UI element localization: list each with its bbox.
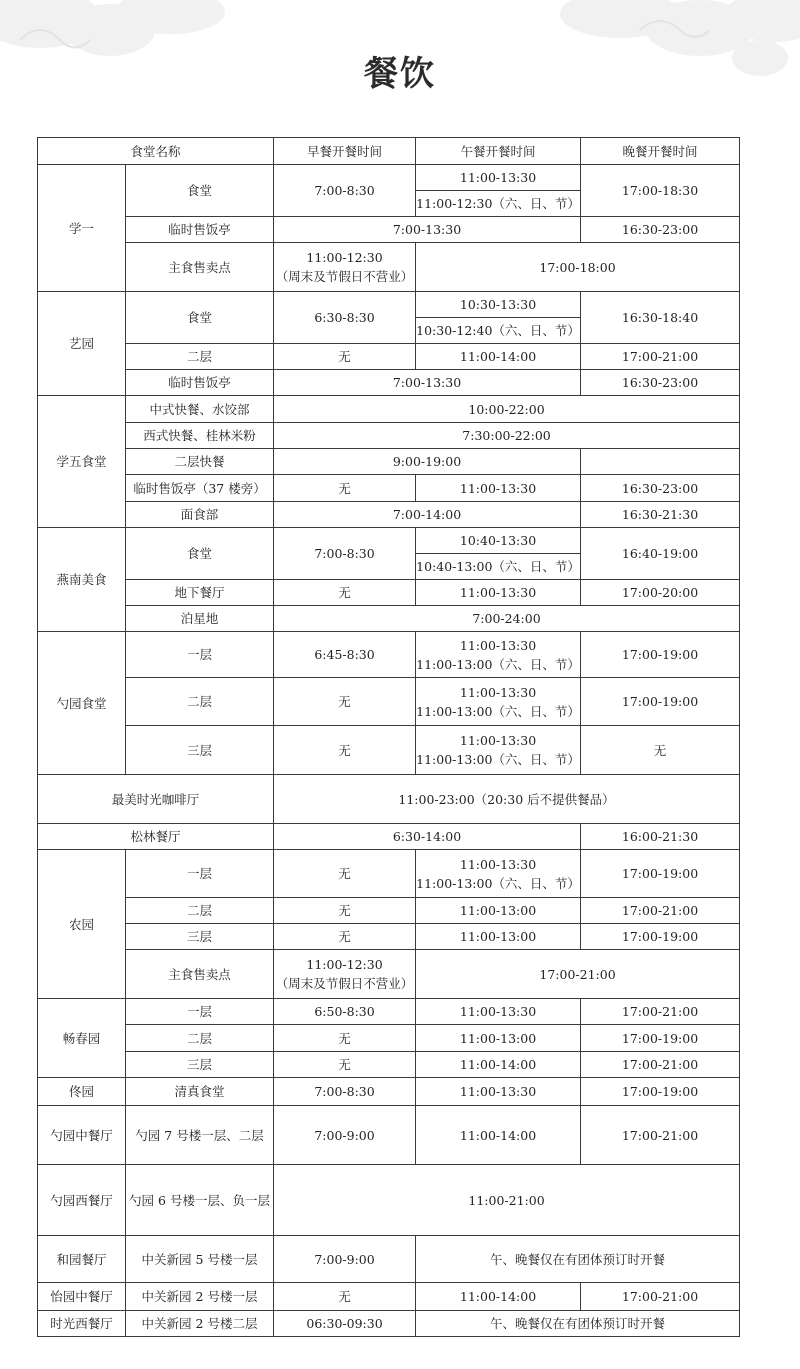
venue-name: 学五食堂 bbox=[38, 396, 126, 528]
table-row bbox=[38, 726, 740, 775]
table-row bbox=[38, 678, 740, 726]
breakfast-time: 无 bbox=[274, 1283, 416, 1311]
lunch-dinner-time: 17:00-21:00 bbox=[416, 950, 740, 999]
lunch-dinner-time: 17:00-18:00 bbox=[416, 243, 740, 292]
dinner-time: 17:00-19:00 bbox=[581, 1025, 740, 1052]
breakfast-time: 无 bbox=[274, 726, 416, 775]
table-row bbox=[38, 1052, 740, 1078]
sub-venue: 泊星地 bbox=[126, 606, 274, 632]
lunch-time: 11:00-13:30 bbox=[416, 580, 581, 606]
venue-name: 佟园 bbox=[38, 1078, 126, 1106]
dinner-time: 16:00-21:30 bbox=[581, 824, 740, 850]
breakfast-lunch-time: 7:00-13:30 bbox=[274, 217, 581, 243]
sub-venue: 三层 bbox=[126, 924, 274, 950]
dinner-time: 17:00-21:00 bbox=[581, 999, 740, 1025]
dinner-time: 17:00-21:00 bbox=[581, 898, 740, 924]
all-day-time: 11:00-21:00 bbox=[274, 1165, 740, 1236]
table-row bbox=[38, 632, 740, 678]
sub-venue: 主食售卖点 bbox=[126, 243, 274, 292]
sub-venue: 二层 bbox=[126, 898, 274, 924]
page-title: 餐饮 bbox=[364, 54, 436, 94]
table-row bbox=[38, 1165, 740, 1236]
dinner-time: 17:00-19:00 bbox=[581, 1078, 740, 1106]
sub-venue: 一层 bbox=[126, 850, 274, 898]
sub-venue: 中式快餐、水饺部 bbox=[126, 396, 274, 423]
lunch-time: 11:00-13:30 bbox=[416, 475, 581, 502]
header-breakfast: 早餐开餐时间 bbox=[274, 138, 416, 165]
sub-venue: 临时售饭亭 bbox=[126, 370, 274, 396]
sub-venue: 主食售卖点 bbox=[126, 950, 274, 999]
venue-name: 学一 bbox=[38, 165, 126, 292]
sub-venue: 食堂 bbox=[126, 165, 274, 217]
table-row bbox=[38, 1025, 740, 1052]
venue-name: 农园 bbox=[38, 850, 126, 999]
lunch-time: 11:00-14:00 bbox=[416, 344, 581, 370]
sub-venue: 西式快餐、桂林米粉 bbox=[126, 423, 274, 449]
lunch-time: 11:00-14:00 bbox=[416, 1052, 581, 1078]
sub-venue: 二层 bbox=[126, 344, 274, 370]
table-row bbox=[38, 1311, 740, 1337]
sub-venue: 临时售饭亭（37 楼旁） bbox=[126, 475, 274, 502]
sub-venue: 中关新园 2 号楼二层 bbox=[126, 1311, 274, 1337]
table-header-row bbox=[38, 138, 740, 165]
sub-venue: 中关新园 5 号楼一层 bbox=[126, 1236, 274, 1283]
table-row bbox=[38, 775, 740, 824]
sub-venue: 勺园 7 号楼一层、二层 bbox=[126, 1106, 274, 1165]
sub-venue: 一层 bbox=[126, 632, 274, 678]
dinner-time: 16:30-18:40 bbox=[581, 292, 740, 344]
table-row bbox=[38, 370, 740, 396]
lunch-time: 11:00-13:30 11:00-13:00（六、日、节） bbox=[416, 850, 581, 898]
venue-name: 燕南美食 bbox=[38, 528, 126, 632]
dinner-time bbox=[581, 449, 740, 475]
lunch-time: 11:00-13:30 11:00-13:00（六、日、节） bbox=[416, 632, 581, 678]
dinner-time: 16:40-19:00 bbox=[581, 528, 740, 580]
dinner-time: 17:00-19:00 bbox=[581, 678, 740, 726]
dinner-time: 无 bbox=[581, 726, 740, 775]
sub-venue: 二层快餐 bbox=[126, 449, 274, 475]
all-day-time: 10:00-22:00 bbox=[274, 396, 740, 423]
venue-name: 畅春园 bbox=[38, 999, 126, 1078]
table-row bbox=[38, 924, 740, 950]
venue-name: 时光西餐厅 bbox=[38, 1311, 126, 1337]
breakfast-time: 无 bbox=[274, 475, 416, 502]
sub-venue: 地下餐厅 bbox=[126, 580, 274, 606]
sub-venue: 面食部 bbox=[126, 502, 274, 528]
dinner-time: 16:30-23:00 bbox=[581, 217, 740, 243]
breakfast-time: 无 bbox=[274, 850, 416, 898]
lunch-time: 11:00-14:00 bbox=[416, 1283, 581, 1311]
header-dinner: 晚餐开餐时间 bbox=[581, 138, 740, 165]
dinner-time: 17:00-18:30 bbox=[581, 165, 740, 217]
lunch-time: 10:30-13:30 10:30-12:40（六、日、节） bbox=[416, 292, 581, 344]
dinner-time: 17:00-21:00 bbox=[581, 1106, 740, 1165]
table-row bbox=[38, 606, 740, 632]
breakfast-time: 7:00-8:30 bbox=[274, 1078, 416, 1106]
breakfast-time: 6:50-8:30 bbox=[274, 999, 416, 1025]
table-row bbox=[38, 1236, 740, 1283]
breakfast-time: 6:45-8:30 bbox=[274, 632, 416, 678]
lunch-time: 11:00-13:00 bbox=[416, 1025, 581, 1052]
lunch-time: 10:40-13:30 10:40-13:00（六、日、节） bbox=[416, 528, 581, 580]
table-row bbox=[38, 292, 740, 344]
breakfast-time: 无 bbox=[274, 678, 416, 726]
table-row bbox=[38, 475, 740, 502]
breakfast-time: 11:00-12:30 （周末及节假日不营业） bbox=[274, 243, 416, 292]
dinner-time: 17:00-21:00 bbox=[581, 1283, 740, 1311]
table-row bbox=[38, 1106, 740, 1165]
breakfast-time: 7:00-9:00 bbox=[274, 1236, 416, 1283]
all-day-time: 7:30:00-22:00 bbox=[274, 423, 740, 449]
breakfast-time: 无 bbox=[274, 924, 416, 950]
breakfast-time: 无 bbox=[274, 344, 416, 370]
table-row bbox=[38, 1078, 740, 1106]
table-row bbox=[38, 1283, 740, 1311]
table-row bbox=[38, 950, 740, 999]
dinner-time: 16:30-21:30 bbox=[581, 502, 740, 528]
table-row bbox=[38, 217, 740, 243]
table-row bbox=[38, 580, 740, 606]
header-lunch: 午餐开餐时间 bbox=[416, 138, 581, 165]
table-row bbox=[38, 423, 740, 449]
table-row bbox=[38, 898, 740, 924]
venue-name: 松林餐厅 bbox=[38, 824, 274, 850]
table-row bbox=[38, 396, 740, 423]
breakfast-lunch-time: 9:00-19:00 bbox=[274, 449, 581, 475]
all-day-time: 7:00-24:00 bbox=[274, 606, 740, 632]
dining-schedule-table bbox=[37, 137, 740, 1337]
lunch-dinner-note: 午、晚餐仅在有团体预订时开餐 bbox=[416, 1236, 740, 1283]
sub-venue: 食堂 bbox=[126, 292, 274, 344]
table-row bbox=[38, 999, 740, 1025]
sub-venue: 勺园 6 号楼一层、负一层 bbox=[126, 1165, 274, 1236]
breakfast-time: 无 bbox=[274, 1052, 416, 1078]
breakfast-lunch-time: 7:00-14:00 bbox=[274, 502, 581, 528]
dinner-time: 16:30-23:00 bbox=[581, 370, 740, 396]
dinner-time: 17:00-21:00 bbox=[581, 1052, 740, 1078]
lunch-time: 11:00-14:00 bbox=[416, 1106, 581, 1165]
lunch-dinner-note: 午、晚餐仅在有团体预订时开餐 bbox=[416, 1311, 740, 1337]
table-row bbox=[38, 502, 740, 528]
dinner-time: 17:00-19:00 bbox=[581, 850, 740, 898]
breakfast-time: 06:30-09:30 bbox=[274, 1311, 416, 1337]
table-row bbox=[38, 165, 740, 217]
lunch-time: 11:00-13:00 bbox=[416, 898, 581, 924]
lunch-time: 11:00-13:30 11:00-13:00（六、日、节） bbox=[416, 726, 581, 775]
table-row bbox=[38, 243, 740, 292]
sub-venue: 三层 bbox=[126, 726, 274, 775]
breakfast-time: 无 bbox=[274, 898, 416, 924]
sub-venue: 食堂 bbox=[126, 528, 274, 580]
sub-venue: 中关新园 2 号楼一层 bbox=[126, 1283, 274, 1311]
venue-name: 和园餐厅 bbox=[38, 1236, 126, 1283]
table-row bbox=[38, 449, 740, 475]
breakfast-time: 7:00-8:30 bbox=[274, 165, 416, 217]
table-row bbox=[38, 344, 740, 370]
lunch-time: 11:00-13:30 bbox=[416, 999, 581, 1025]
breakfast-lunch-time: 7:00-13:30 bbox=[274, 370, 581, 396]
lunch-time: 11:00-13:00 bbox=[416, 924, 581, 950]
breakfast-time: 11:00-12:30 （周末及节假日不营业） bbox=[274, 950, 416, 999]
sub-venue: 二层 bbox=[126, 1025, 274, 1052]
sub-venue: 三层 bbox=[126, 1052, 274, 1078]
venue-name: 最美时光咖啡厅 bbox=[38, 775, 274, 824]
sub-venue: 二层 bbox=[126, 678, 274, 726]
lunch-time: 11:00-13:30 11:00-12:30（六、日、节） bbox=[416, 165, 581, 217]
table-row bbox=[38, 850, 740, 898]
breakfast-time: 无 bbox=[274, 1025, 416, 1052]
sub-venue: 清真食堂 bbox=[126, 1078, 274, 1106]
venue-name: 怡园中餐厅 bbox=[38, 1283, 126, 1311]
venue-name: 勺园西餐厅 bbox=[38, 1165, 126, 1236]
table-row bbox=[38, 528, 740, 580]
venue-name: 勺园中餐厅 bbox=[38, 1106, 126, 1165]
breakfast-lunch-time: 6:30-14:00 bbox=[274, 824, 581, 850]
table-row bbox=[38, 824, 740, 850]
all-day-time: 11:00-23:00（20:30 后不提供餐品） bbox=[274, 775, 740, 824]
dinner-time: 17:00-19:00 bbox=[581, 924, 740, 950]
lunch-time: 11:00-13:30 bbox=[416, 1078, 581, 1106]
sub-venue: 一层 bbox=[126, 999, 274, 1025]
venue-name: 勺园食堂 bbox=[38, 632, 126, 775]
breakfast-time: 6:30-8:30 bbox=[274, 292, 416, 344]
lunch-time: 11:00-13:30 11:00-13:00（六、日、节） bbox=[416, 678, 581, 726]
dinner-time: 17:00-21:00 bbox=[581, 344, 740, 370]
dinner-time: 16:30-23:00 bbox=[581, 475, 740, 502]
breakfast-time: 无 bbox=[274, 580, 416, 606]
sub-venue: 临时售饭亭 bbox=[126, 217, 274, 243]
header-name: 食堂名称 bbox=[38, 138, 274, 165]
dinner-time: 17:00-19:00 bbox=[581, 632, 740, 678]
venue-name: 艺园 bbox=[38, 292, 126, 396]
breakfast-time: 7:00-8:30 bbox=[274, 528, 416, 580]
dinner-time: 17:00-20:00 bbox=[581, 580, 740, 606]
breakfast-time: 7:00-9:00 bbox=[274, 1106, 416, 1165]
